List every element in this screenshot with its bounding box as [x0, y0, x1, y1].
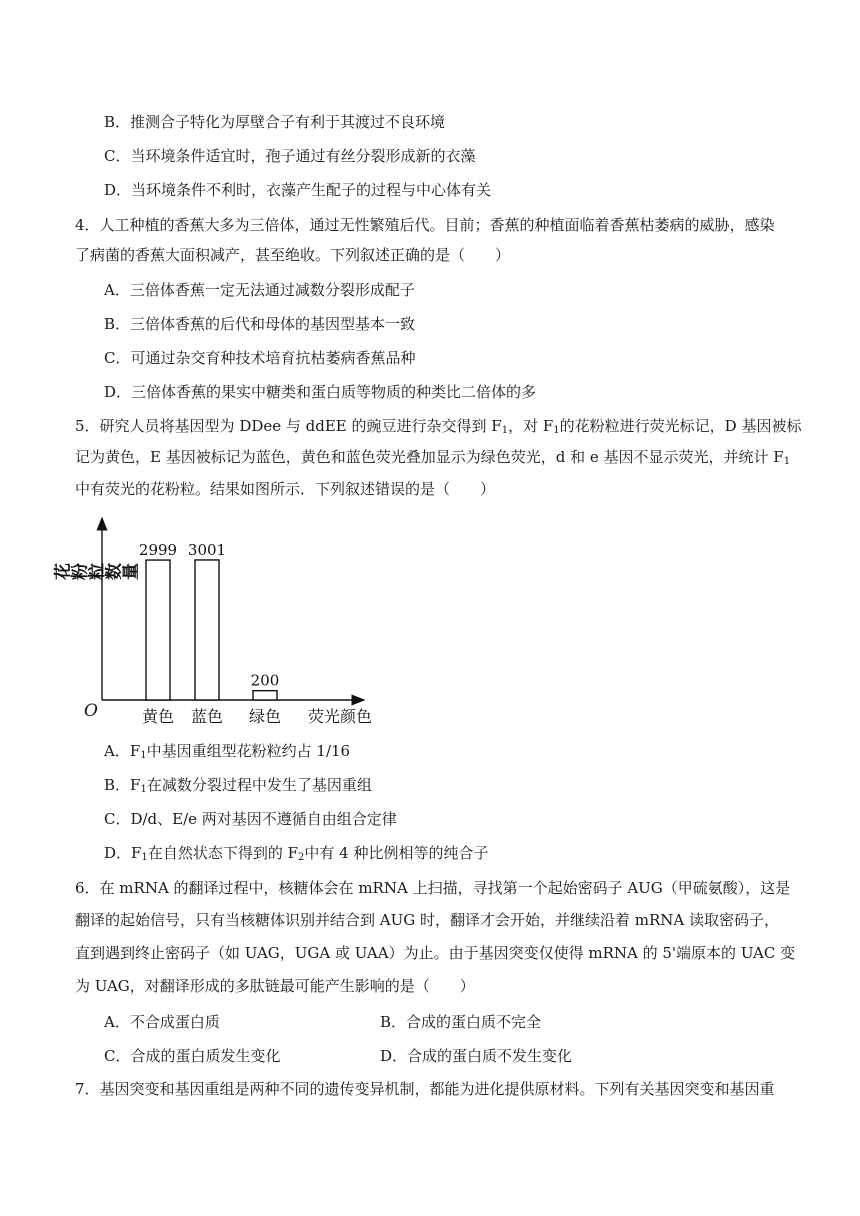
q4-option-c: C．可通过杂交育种技术培育抗枯萎病香蕉品种	[104, 349, 416, 367]
subscript-1: 1	[140, 784, 147, 795]
subscript-1: 1	[783, 456, 791, 467]
q5-option-b-text-2: 在减数分裂过程中发生了基因重组	[146, 776, 372, 794]
q6-option-b: B．合成的蛋白质不完全	[380, 1013, 542, 1031]
q5-stem-line2	[75, 446, 790, 468]
q5-stem-text-b: ，对 F	[508, 417, 554, 435]
q5-option-a-text-2: 中基因重组型花粉粒约占 1/16	[146, 742, 351, 760]
q6-stem-line4: 为 UAG，对翻译形成的多肽链最可能产生影响的是（ ）	[75, 977, 475, 995]
q5-stem-text-c: 的花粉粒进行荧光标记，D 基因被标	[559, 417, 802, 435]
q3-option-c: C．当环境条件适宜时，孢子通过有丝分裂形成新的衣藻	[104, 147, 476, 165]
q5-stem-line1	[75, 415, 801, 437]
x-tick-label-1: 黄色	[141, 707, 175, 726]
q6-stem-line2: 翻译的起始信号，只有当核糖体识别并结合到 AUG 时，翻译才会开始，并继续沿着 mRNA 读取密码子，	[75, 911, 780, 929]
q5-option-d-text-3: 中有 4 种比例相等的纯合子	[304, 844, 489, 862]
q6-stem-line1: 6．在 mRNA 的翻译过程中，核糖体会在 mRNA 上扫描，寻找第一个起始密码子 AUG（甲硫氨酸），这是	[75, 879, 791, 897]
bar-value-label-1: 2999	[138, 541, 178, 560]
q5-stem-line3: 中有荧光的花粉粒。结果如图所示．下列叙述错误的是（ ）	[75, 480, 496, 498]
q7-stem-line1: 7．基因突变和基因重组是两种不同的遗传变异机制，都能为进化提供原材料。下列有关基因突变和基因重	[75, 1080, 775, 1098]
q5-option-d-text-2: 在自然状态下得到的 F	[147, 844, 298, 862]
subscript-2: 2	[298, 852, 305, 863]
x-tick-label-3: 绿色	[248, 707, 282, 726]
pollen-fluorescence-bar-chart	[53, 510, 388, 732]
subscript-1: 1	[553, 425, 560, 436]
q4-option-b: B．三倍体香蕉的后代和母体的基因型基本一致	[104, 315, 416, 333]
x-tick-label-2: 蓝色	[190, 707, 224, 726]
q6-option-d: D．合成的蛋白质不发生变化	[380, 1047, 573, 1065]
q6-option-c: C．合成的蛋白质发生变化	[104, 1047, 281, 1065]
q4-stem-line1: 4．人工种植的香蕉大多为三倍体，通过无性繁殖后代。目前；香蕉的种植面临着香蕉枯萎病的威胁，感染	[75, 216, 775, 234]
q5-stem-text-a: 5．研究人员将基因型为 DDee 与 ddEE 的豌豆进行杂交得到 F	[75, 417, 502, 435]
q5-option-c: C．D/d、E/e 两对基因不遵循自由组合定律	[104, 810, 397, 828]
q3-option-d: D．当环境条件不利时，衣藻产生配子的过程与中心体有关	[104, 181, 492, 199]
q5-option-b	[104, 774, 372, 796]
q4-option-a: A．三倍体香蕉一定无法通过减数分裂形成配子	[104, 281, 415, 299]
bar-1	[146, 560, 170, 700]
q5-stem-text-d: 记为黄色，E 基因被标记为蓝色，黄色和蓝色荧光叠加显示为绿色荧光，d 和 e 基因不显示荧光，并统计 F	[75, 448, 784, 466]
subscript-1: 1	[141, 852, 148, 863]
q3-option-b: B．推测合子特化为厚壁合子有利于其渡过不良环境	[104, 113, 446, 131]
bar-2	[195, 560, 219, 700]
bars-group	[139, 541, 281, 726]
q5-option-b-text: B．F	[104, 776, 141, 794]
bar-3	[253, 691, 277, 700]
q5-option-d	[104, 842, 488, 864]
bar-value-label-3: 200	[250, 671, 280, 690]
q4-stem-line2: 了病菌的香蕉大面积减产，甚至绝收。下列叙述正确的是（ ）	[75, 246, 511, 264]
subscript-1: 1	[501, 425, 509, 436]
q5-option-a-text: A．F	[104, 742, 141, 760]
q5-option-d-text: D．F	[104, 844, 142, 862]
q5-option-a	[104, 740, 350, 762]
bar-value-label-2: 3001	[187, 540, 227, 559]
x-axis-label: 荧光颜色	[307, 707, 373, 726]
q4-option-d: D．三倍体香蕉的果实中糖类和蛋白质等物质的种类比二倍体的多	[104, 383, 537, 401]
q6-option-a: A．不合成蛋白质	[104, 1013, 220, 1031]
q6-stem-line3: 直到遇到终止密码子（如 UAG，UGA 或 UAA）为止。由于基因突变仅使得 mRNA 的 5'端原本的 UAC 变	[75, 944, 796, 962]
subscript-1: 1	[140, 750, 147, 761]
chart-origin-label: O	[84, 701, 98, 721]
y-axis-label: 花粉粒数量	[53, 564, 139, 584]
